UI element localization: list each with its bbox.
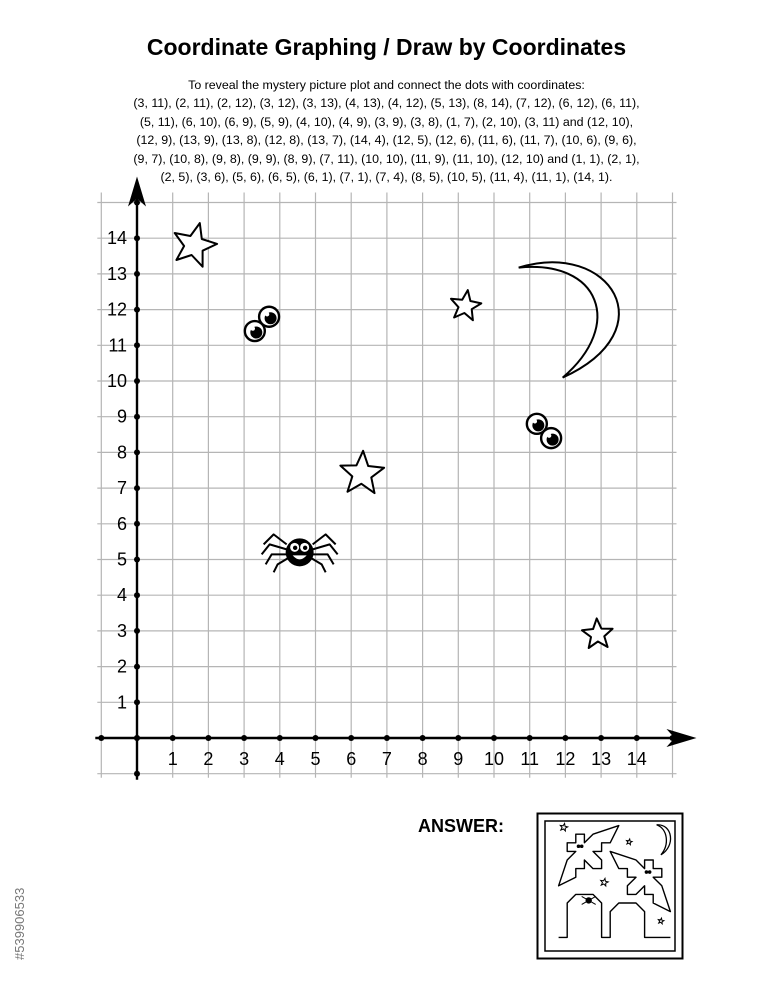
answer-label: ANSWER: — [418, 816, 504, 836]
x-axis-dot — [205, 735, 211, 741]
x-tick-label: 12 — [555, 749, 576, 769]
x-tick-label: 7 — [381, 749, 392, 769]
answer-eye — [577, 844, 581, 848]
eye-highlight — [251, 326, 255, 330]
stock-id-text: #539906533 — [12, 887, 27, 960]
coordinates-line: (9, 7), (10, 8), (9, 8), (9, 9), (8, 9), (7, 11), (10, 10), (11, 9), (11, 10), (12, 10) and (1, 1), (2, 1), — [133, 151, 640, 166]
x-axis-dot — [170, 735, 176, 741]
y-tick-label: 13 — [106, 263, 127, 284]
x-axis-dot — [634, 735, 640, 741]
x-axis-dot — [313, 735, 319, 741]
y-tick-label: 7 — [116, 478, 127, 499]
x-axis-dot — [348, 735, 354, 741]
eye-highlight — [265, 312, 269, 316]
y-tick-label: 6 — [116, 513, 127, 534]
y-axis-dot — [134, 342, 140, 348]
decorations — [175, 223, 619, 648]
y-tick-label: 9 — [116, 406, 127, 427]
y-tick-label: 1 — [116, 692, 127, 713]
y-tick-label: 3 — [116, 620, 127, 641]
y-tick-label: 12 — [106, 299, 127, 320]
y-tick-label: 10 — [106, 371, 127, 391]
x-axis-dot — [384, 735, 390, 741]
moon-icon — [519, 262, 619, 377]
x-tick-label: 1 — [167, 749, 178, 769]
x-tick-label: 5 — [310, 749, 321, 769]
y-axis-dot — [134, 521, 140, 527]
x-axis-dot — [670, 735, 676, 741]
x-axis-dot — [491, 735, 497, 741]
x-tick-label: 14 — [626, 749, 647, 769]
x-axis-dot — [420, 735, 426, 741]
y-axis-dot — [134, 485, 140, 491]
y-tick-label: 4 — [116, 585, 127, 606]
coordinates-line: (5, 11), (6, 10), (6, 9), (5, 9), (4, 10), (4, 9), (3, 9), (3, 8), (1, 7), (2, 10), (3, 11) and (12, 10), — [139, 114, 634, 129]
eye-highlight — [533, 419, 537, 423]
x-tick-label: 2 — [203, 749, 214, 769]
x-axis-dot — [455, 735, 461, 741]
x-tick-label: 9 — [453, 749, 464, 769]
y-tick-label: 8 — [116, 442, 127, 463]
y-axis-dot — [134, 592, 140, 598]
spider-leg — [262, 544, 287, 554]
y-tick-label: 5 — [116, 549, 127, 570]
y-axis-dot — [134, 449, 140, 455]
spider-leg — [313, 544, 338, 554]
y-axis-dot — [134, 235, 140, 241]
y-axis-labels — [107, 228, 127, 712]
y-axis-dot — [134, 200, 140, 206]
star-icon — [451, 290, 481, 320]
y-axis-dot — [134, 307, 140, 313]
spider-pupil — [293, 546, 297, 550]
x-tick-label: 8 — [417, 749, 428, 769]
answer-eye — [645, 870, 649, 874]
x-tick-label: 13 — [591, 749, 612, 769]
spider-icon — [262, 534, 338, 572]
coordinates-line: (3, 11), (2, 11), (2, 12), (3, 12), (3, 13), (4, 13), (4, 12), (5, 13), (8, 14), (7, 12), (6, 12), (6, 11), — [133, 96, 640, 111]
y-axis-dot — [134, 378, 140, 384]
y-axis-dot — [134, 628, 140, 634]
spider-body — [286, 538, 314, 566]
y-axis-dot — [134, 735, 140, 741]
y-tick-label: 14 — [106, 228, 127, 249]
x-axis-labels — [168, 749, 647, 769]
x-axis-dot — [527, 735, 533, 741]
spider-pupil — [303, 546, 307, 550]
y-axis-dot — [134, 699, 140, 705]
answer-thumbnail — [536, 812, 684, 960]
y-axis-dot — [134, 271, 140, 277]
y-axis-dot — [134, 414, 140, 420]
eyes-icon — [527, 414, 561, 448]
answer-eye — [648, 870, 652, 874]
y-tick-label: 11 — [108, 335, 127, 356]
y-axis-dot — [134, 557, 140, 563]
spider-leg — [264, 534, 287, 544]
coordinates-line: (12, 9), (13, 9), (13, 8), (12, 8), (13, 7), (14, 4), (12, 5), (12, 6), (11, 6), (11, 7), (10, 6), (9, 6), — [136, 133, 637, 148]
spider-leg — [312, 558, 326, 572]
x-axis-dot — [241, 735, 247, 741]
x-tick-label: 6 — [346, 749, 357, 769]
instruction-line: To reveal the mystery picture plot and connect the dots with coordinates: — [188, 78, 585, 92]
answer-eye — [580, 844, 584, 848]
spider-leg — [274, 558, 288, 572]
x-axis-dot — [277, 735, 283, 741]
y-axis-dot — [134, 664, 140, 670]
page-title: Coordinate Graphing / Draw by Coordinates — [146, 34, 627, 60]
stock-id-watermark — [12, 760, 32, 960]
x-tick-label: 3 — [239, 749, 250, 769]
x-axis-dot — [598, 735, 604, 741]
star-icon — [582, 618, 613, 648]
axes — [95, 177, 696, 780]
y-axis-dot — [134, 771, 140, 777]
x-tick-label: 10 — [483, 749, 505, 769]
eye-highlight — [547, 433, 551, 437]
x-axis-dot — [562, 735, 568, 741]
star-icon — [175, 223, 217, 267]
coordinates-line: (2, 5), (3, 6), (5, 6), (6, 5), (6, 1), (7, 1), (7, 4), (8, 5), (10, 5), (11, 4), (11, 1), (14, 1). — [160, 170, 613, 185]
y-tick-label: 2 — [116, 656, 127, 677]
eyes-icon — [245, 307, 279, 341]
star-icon — [340, 451, 384, 493]
x-tick-label: 4 — [274, 749, 285, 769]
x-tick-label: 11 — [520, 749, 540, 769]
x-axis-dot — [98, 735, 104, 741]
